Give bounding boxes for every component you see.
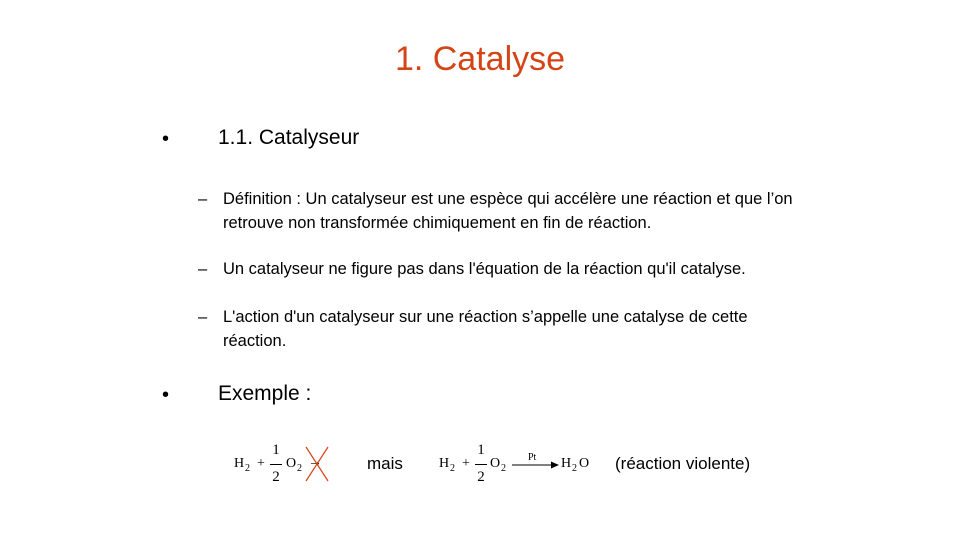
section-heading: 1.1. Catalyseur [218, 126, 360, 149]
hydrogen-symbol: H [234, 456, 245, 471]
product-oxygen-symbol: O [579, 456, 590, 471]
equation-without-catalyst [232, 440, 332, 490]
plus-sign: + [462, 456, 470, 471]
reaction-arrow-icon [511, 460, 561, 470]
list-item-text: Définition : Un catalyseur est une espèce qui accélère une réaction et que l’on retrouve non transformée chimiquement en fin de réaction. [223, 190, 793, 232]
product-hydrogen-symbol: H [561, 456, 572, 471]
fraction-numerator: 1 [477, 442, 485, 458]
fraction-bar [270, 464, 282, 465]
reaction-arrow: → [308, 455, 322, 470]
oxygen-subscript: 2 [297, 463, 302, 474]
list-item-text: Un catalyseur ne figure pas dans l'équation de la réaction qu'il catalyse. [223, 260, 746, 278]
product-subscript: 2 [572, 463, 577, 474]
cross-out-icon [304, 444, 330, 484]
dash-marker: – [198, 308, 208, 326]
list-item-text: L'action d'un catalyseur sur une réaction s’appelle une catalyse de cette réaction. [223, 308, 748, 350]
plus-sign: + [257, 456, 265, 471]
fraction-denominator: 2 [272, 469, 280, 485]
hydrogen-subscript: 2 [450, 463, 455, 474]
catalyst-label: Pt [528, 452, 537, 463]
connector-text: mais [367, 454, 403, 473]
fraction-bar [475, 464, 487, 465]
oxygen-symbol: O [286, 456, 297, 471]
reaction-note: (réaction violente) [615, 454, 751, 473]
equation-with-catalyst [437, 440, 607, 490]
dash-marker: – [198, 190, 208, 208]
fraction-denominator: 2 [477, 469, 485, 485]
dash-marker: – [198, 260, 208, 278]
example-heading: Exemple : [218, 382, 312, 405]
bullet-marker: • [162, 128, 170, 150]
oxygen-subscript: 2 [501, 463, 506, 474]
slide-title: 1. Catalyse [394, 40, 566, 78]
oxygen-symbol: O [490, 456, 501, 471]
hydrogen-symbol: H [439, 456, 450, 471]
hydrogen-subscript: 2 [245, 463, 250, 474]
bullet-marker: • [162, 384, 170, 406]
fraction-numerator: 1 [272, 442, 280, 458]
